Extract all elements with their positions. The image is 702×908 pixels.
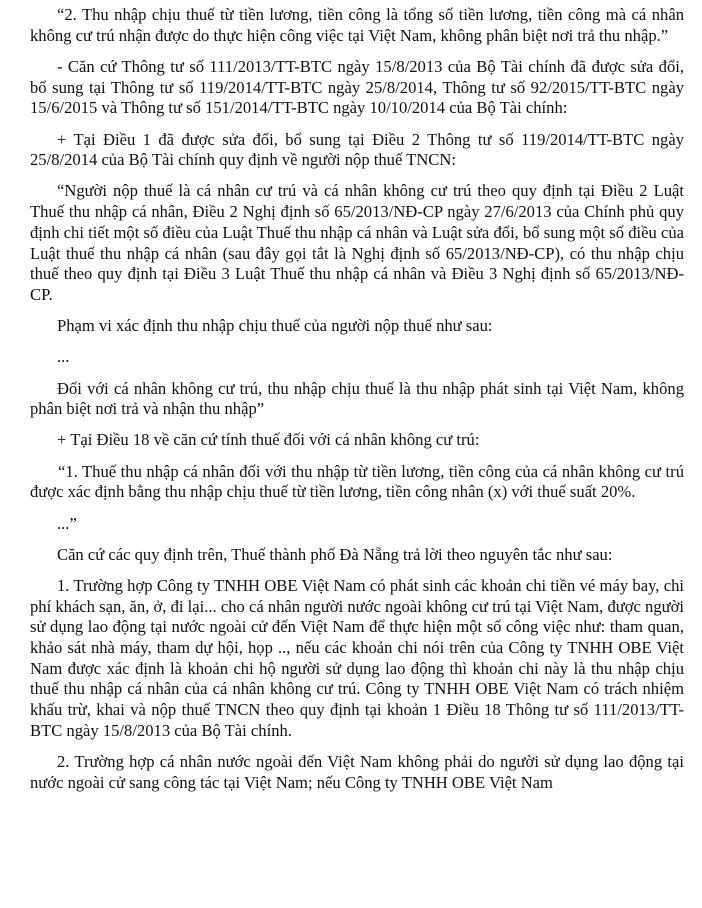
paragraph-ellipsis-close: ...” (57, 513, 77, 533)
paragraph-case-2: 2. Trường hợp cá nhân nước ngoài đến Việt Nam không phải do người sử dụng lao động tại nước ngoài cử sang công tác tại Việt Nam; nếu Công ty TNHH OBE Việt Nam (30, 752, 684, 792)
paragraph-article-1: + Tại Điều 1 đã được sửa đổi, bổ sung tại Điều 2 Thông tư số 119/2014/TT-BTC ngày 25/8/2014 của Bộ Tài chính quy định về người nộp thuế TNCN: (30, 129, 684, 170)
paragraph-case-1: 1. Trường hợp Công ty TNHH OBE Việt Nam có phát sinh các khoản chi tiền vé máy bay, chi phí khách sạn, ăn, ở, đi lại... cho cá nhân người nước ngoài không cư trú tại Việt Nam, được người sử dụng lao động tại nước ngoài cử đến Việt Nam để thực hiện một số công việc như: tham quan, khảo sát nhà máy, tham dự hội, họp .., nếu các khoản chi nói trên của Công ty TNHH OBE Việt Nam được xác định là khoản chi hộ người sử dụng lao động thì khoản chi này là thu nhập chịu thuế thu nhập cá nhân của cá nhân không cư trú. Công ty TNHH OBE Việt Nam có trách nhiệm khấu trừ, khai và nộp thuế TNCN theo quy định tại khoản 1 Điều 18 Thông tư số 111/2013/TT-BTC ngày 15/8/2013 của Bộ Tài chính. (30, 575, 684, 740)
paragraph-ellipsis: ... (57, 347, 70, 367)
paragraph-circular-111-basis: - Căn cứ Thông tư số 111/2013/TT-BTC ngày 15/8/2013 của Bộ Tài chính đã được sửa đổi, bổ sung tại Thông tư số 119/2014/TT-BTC ngày 25/8/2014, Thông tư số 92/2015/TT-BTC ngày 15/6/2015 và Thông tư số 151/2014/TT-BTC ngày 10/10/2014 của Bộ Tài chính: (30, 56, 684, 118)
paragraph-article-18: + Tại Điều 18 về căn cứ tính thuế đối với cá nhân không cư trú: (57, 430, 480, 450)
paragraph-quote-tax-rate: “1. Thuế thu nhập cá nhân đối với thu nhập từ tiền lương, tiền công của cá nhân không cư trú được xác định bằng thu nhập chịu thuế từ tiền lương, tiền công nhân (x) với thuế suất 20%. (30, 461, 684, 502)
paragraph-non-resident-income: Đối với cá nhân không cư trú, thu nhập chịu thuế là thu nhập phát sinh tại Việt Nam, không phân biệt nơi trả và nhận thu nhập” (30, 378, 684, 419)
paragraph-quote-taxable-income: “2. Thu nhập chịu thuế từ tiền lương, tiền công là tổng số tiền lương, tiền công mà cá nhân không cư trú nhận được do thực hiện công việc tại Việt Nam, không phân biệt nơi trả thu nhập.” (30, 5, 684, 45)
paragraph-scope: Phạm vi xác định thu nhập chịu thuế của người nộp thuế như sau: (57, 316, 493, 336)
paragraph-reply-basis: Căn cứ các quy định trên, Thuế thành phố Đà Nẵng trả lời theo nguyên tắc như sau: (57, 544, 613, 564)
paragraph-quote-taxpayer: “Người nộp thuế là cá nhân cư trú và cá nhân không cư trú theo quy định tại Điều 2 Luật Thuế thu nhập cá nhân, Điều 2 Nghị định số 65/2013/NĐ-CP ngày 27/6/2013 của Chính phủ quy định chi tiết một số điều của Luật Thuế thu nhập cá nhân và Luật sửa đổi, bổ sung một số điều của Luật thuế thu nhập cá nhân (sau đây gọi tắt là Nghị định số 65/2013/NĐ-CP), có thu nhập chịu thuế theo quy định tại Điều 3 Luật Thuế thu nhập cá nhân và Điều 3 Nghị định số 65/2013/NĐ-CP. (30, 181, 684, 304)
